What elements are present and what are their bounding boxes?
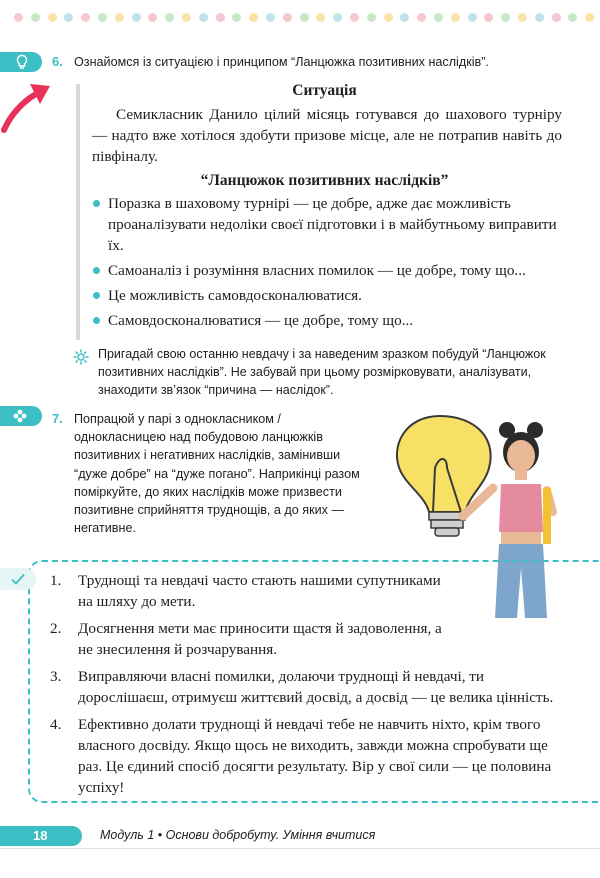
decorative-dot — [384, 13, 393, 22]
bullet-icon — [93, 267, 100, 274]
decorative-dot — [115, 13, 124, 22]
decorative-dot — [249, 13, 258, 22]
decorative-dot — [31, 13, 40, 22]
decorative-dot — [266, 13, 275, 22]
task-6-marker — [0, 52, 42, 72]
decorative-dot — [568, 13, 577, 22]
bullet-icon — [93, 292, 100, 299]
decorative-dot — [148, 13, 157, 22]
list-item: Самовдосконалюватися — це добре, тому що... — [92, 310, 562, 331]
decorative-dot — [501, 13, 510, 22]
decorative-dot — [333, 13, 342, 22]
decorative-dot — [132, 13, 141, 22]
situation-title: Ситуація — [292, 82, 357, 99]
decorative-dot — [400, 13, 409, 22]
page-number: 18 — [0, 826, 82, 846]
arrow-icon — [0, 78, 60, 138]
task-7-number: 7. — [52, 411, 63, 426]
list-item: 3. Виправляючи власні помилки, долаючи труднощі й невдачі, ти дорослішаєш, отримуєш життєвий досвід, а досвід — це велика цінність. — [50, 668, 554, 706]
task-6-number: 6. — [52, 54, 63, 69]
bullet-icon — [93, 317, 100, 324]
task-6-instruction: Ознайомся із ситуацією і принципом “Ланцюжка позитивних наслідків”. — [74, 55, 489, 69]
decorative-dot — [64, 13, 73, 22]
decorative-dot — [468, 13, 477, 22]
decorative-dot — [283, 13, 292, 22]
decorative-dot — [585, 13, 594, 22]
list-item: 2. Досягнення мети має приносити щастя й задоволення, а не знесилення й розчарування. — [50, 620, 442, 658]
list-item: Це можливість самовдосконалюватися. — [92, 285, 562, 306]
decorative-dot — [316, 13, 325, 22]
summary-list — [50, 570, 560, 804]
situation-box-bar — [76, 84, 80, 340]
bullet-icon — [93, 200, 100, 207]
footer-divider — [0, 848, 600, 849]
decorative-dot — [434, 13, 443, 22]
decorative-dot — [48, 13, 57, 22]
decorative-dot — [367, 13, 376, 22]
decorative-dot — [451, 13, 460, 22]
decorative-dot — [300, 13, 309, 22]
decorative-dot — [216, 13, 225, 22]
decorative-dot — [552, 13, 561, 22]
flower-icon — [12, 408, 28, 424]
tip-text: Пригадай свою останню невдачу і за наведеним зразком побудуй “Ланцюжок позитивних наслідків”. Не забувай при цьому розмірковувати, аналізувати, знаходити зв’язок “причина — наслідок”. — [98, 347, 546, 398]
lightbulb-icon — [14, 54, 30, 70]
sun-icon — [73, 349, 89, 365]
list-item: 4. Ефективно долати труднощі й невдачі тебе не навчить ніхто, крім твого власного досвіду. Якщо щось не виходить, завжди можна спробувати ще раз. Це єдиний спосіб досягти результату. Вір у свої сили — це половина успіху! — [50, 716, 552, 796]
task-7-instruction: Попрацюй у парі з однокласником / однокласницею над побудовою ланцюжків позитивних і негативних наслідків, замінивши “дуже добре” на “дуже погано”. Наприкінці разом поміркуйте, до яких наслідків може призвести позитивне сприйняття труднощів, а до яких — негативне. — [74, 412, 360, 536]
decorative-dot — [232, 13, 241, 22]
decorative-dot — [165, 13, 174, 22]
decorative-dot — [14, 13, 23, 22]
decorative-dots-row — [0, 10, 600, 24]
footer-module-title: Модуль 1 • Основи добробуту. Уміння вчитися — [100, 828, 376, 842]
decorative-dot — [98, 13, 107, 22]
list-item: 1. Труднощі та невдачі часто стають нашими супутниками на шляху до мети. — [50, 572, 441, 610]
decorative-dot — [518, 13, 527, 22]
checkmark-icon — [10, 571, 26, 587]
chain-list — [92, 193, 562, 335]
decorative-dot — [199, 13, 208, 22]
list-item: Поразка в шаховому турнірі — це добре, адже дає можливість проаналізувати недоліки своєї підготовки і в майбутньому виправити їх. — [92, 193, 562, 256]
chain-title: “Ланцюжок позитивних наслідків” — [200, 172, 449, 189]
decorative-dot — [81, 13, 90, 22]
decorative-dot — [535, 13, 544, 22]
decorative-dot — [182, 13, 191, 22]
task-7-marker — [0, 406, 42, 426]
decorative-dot — [417, 13, 426, 22]
summary-marker — [0, 568, 36, 590]
decorative-dot — [350, 13, 359, 22]
situation-text: Семикласник Данило цілий місяць готувався до шахового турніру — надто вже хотілося здобути призове місце, але не потрапив навіть до півфіналу. — [92, 106, 562, 165]
list-item: Самоаналіз і розуміння власних помилок — це добре, тому що... — [92, 260, 562, 281]
decorative-dot — [484, 13, 493, 22]
